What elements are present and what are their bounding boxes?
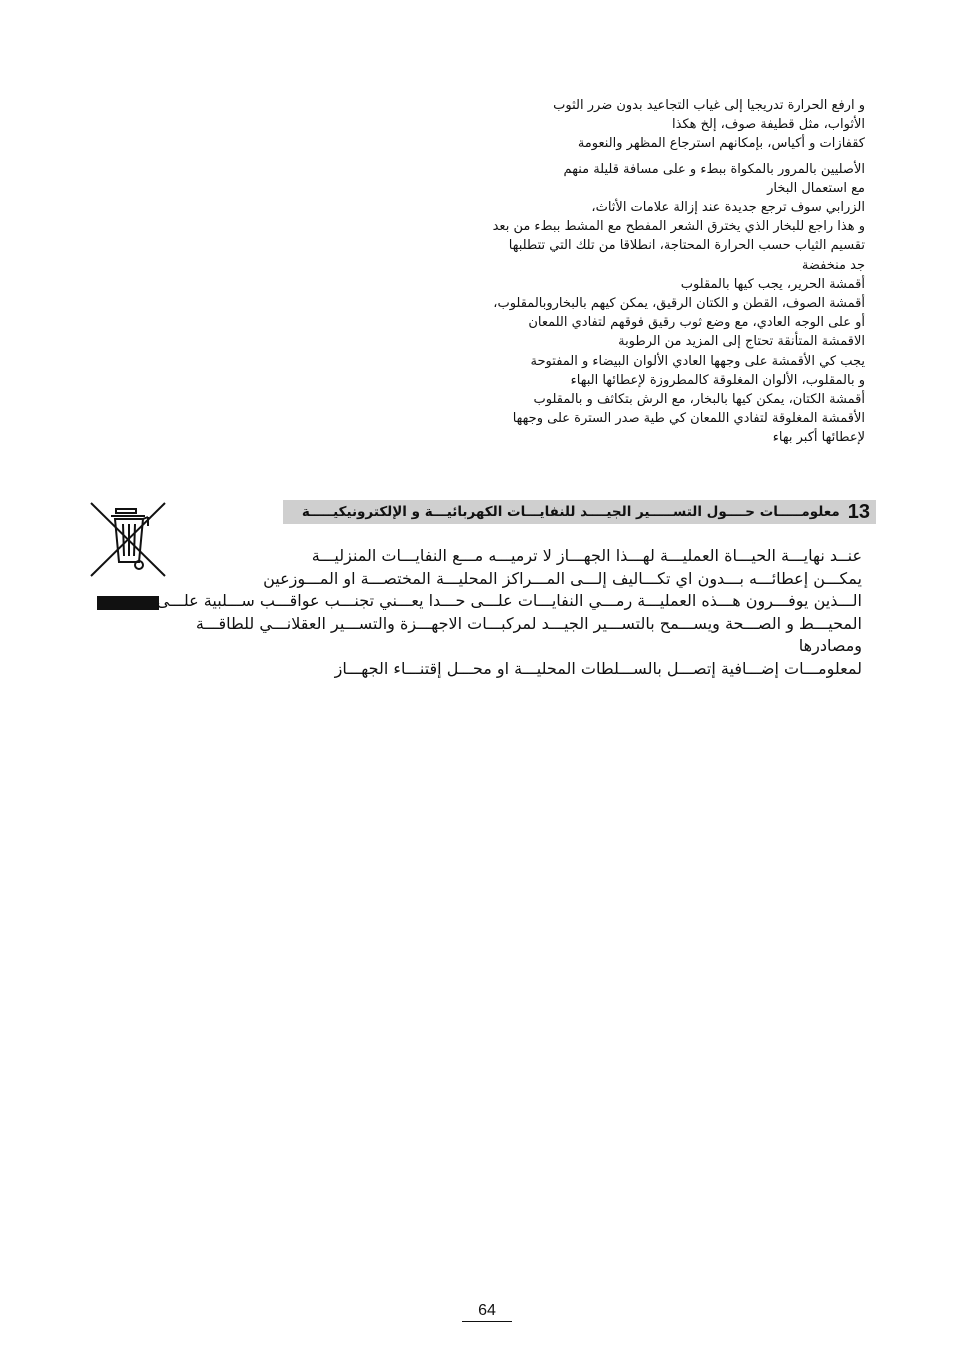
weee-disposal-notice [150,545,862,680]
notice-line: ومصادرها [798,636,862,655]
instruction-line: كقفازات و أكياس، بإمكانهم استرجاع المظهر والنعومة [577,136,865,152]
instruction-line: مع استعمال البخار [767,180,865,196]
instruction-line: لإعطائها أكبر بهاء [772,430,865,446]
section-heading [283,500,876,524]
notice-line: الـــذين يوفـــرون هـــذه العمليـــة رمـــي النفايـــات علـــى حـــدا يعـــني تجنـــب عواقـــب ســـلبية علـــى [156,591,862,610]
notice-line: عنــد نهايـــة الحيـــاة العمليـــة لهـــذا الجهـــاز لا ترميـــه مـــع النفايـــات المنزليـــة [311,546,862,565]
instruction-line: و بالمقلوب، الألوان المغلوقة كالمطروزة لإعطائها البهاء [570,372,865,388]
instruction-line: الزرابي سوف ترجع جديدة عند إزالة علامات الأثاث، [591,200,865,216]
instruction-line: أو على الوجه العادي، مع وضع ثوب رقيق فوقهم لتفادي اللمعان [528,315,865,331]
instruction-line: جد منخفضة [801,257,865,273]
instruction-line: أقمشة الكتان، يمكن كيها بالبخار، مع الرش بتكاثف و بالمقلوب [533,392,865,408]
instruction-line: الأقمشة المغلوقة لتفادي اللمعان كي طية صدر السترة على وجهها [512,411,865,427]
instruction-line: أقمشة الصوف، القطن و الكتان الرقيق، يمكن كيهم بالبخاروبالمقلوب، [493,296,865,312]
instruction-line: تقسيم الثياب حسب الحرارة المحتاجة، انطلاقا من تلك التي تتطلبها [508,238,865,254]
instruction-line: أقمشة الحرير، يجب كيها بالمقلوب [680,276,865,292]
ironing-instructions [430,96,865,448]
instruction-line: الأصليين بالمرور بالمكواة ببطء و على مسافة قليلة منهم [563,161,865,177]
instruction-line: يجب كي الأقمشة على وجهها العادي الألوان البيضاء و المفتوحة [530,353,865,369]
instruction-line: الاقمشة المتأنقة تحتاج إلى المزيد من الرطوبة [618,334,865,350]
notice-line: المحيـــط و الصـــحة ويســـمح بالتســـير الجيـــد لمركبـــات الاجهـــزة والتســـير العقلانـــي للطاقـــة [195,613,862,633]
section-title: معلومـــــات حــــول التســـــير الجيــــد للنفايـــات الكهربائيـــة و الإلكترونيكيـــــة [301,504,840,520]
instruction-line: و ارفع الحرارة تدريجيا إلى غياب التجاعيد بدون ضرر الثوب [553,98,865,113]
instruction-line: و هذا راجع للبخار الذي يخترق الشعر المفطح مع المشط ببطء من بعد [492,219,865,235]
notice-line: لمعلومـــات إضـــافية إتصـــل بالســـلطات المحليـــة او محـــل إقتنـــاء الجهـــاز [334,658,862,678]
section-number: 13 [847,500,870,523]
page-number: 64 [462,1302,512,1322]
instruction-line: الأثواب، مثل قطيفة صوف، إلخ هكذا [671,117,865,133]
notice-line: يمكـــن إعطائـــه بـــدون اي تكـــاليف إلـــى المـــراكز المحليـــة المختصـــة او المـــوزعين [263,568,862,588]
